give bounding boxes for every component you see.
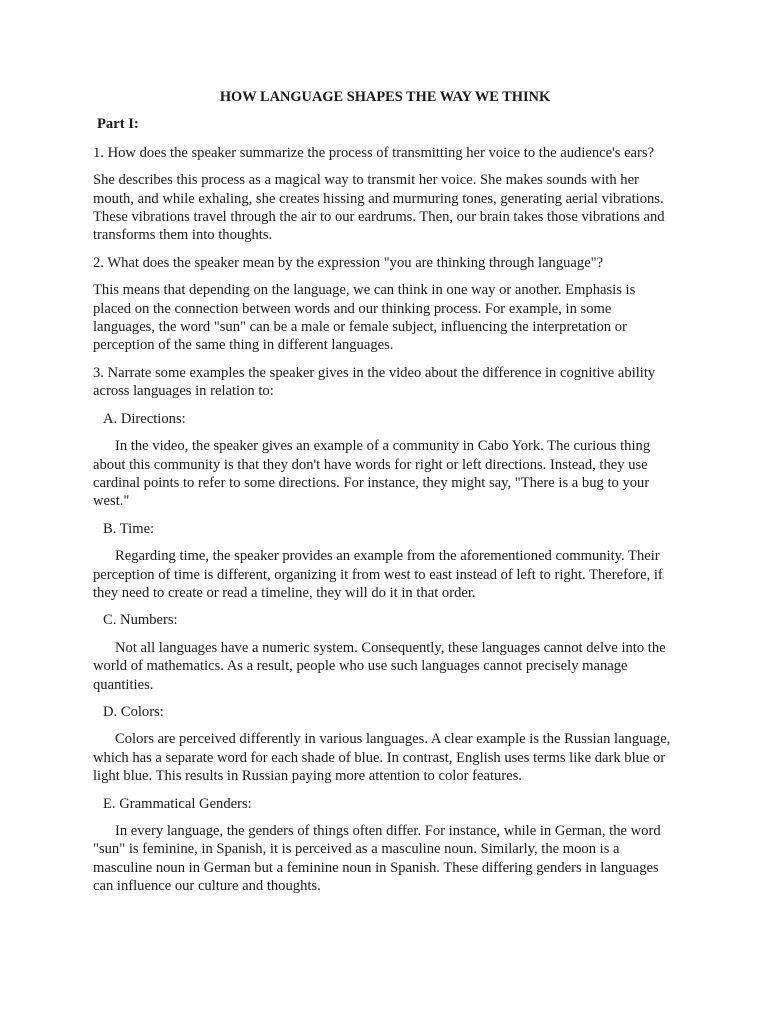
section-heading-directions: A. Directions: [103, 410, 186, 427]
document-page [93, 88, 673, 905]
section-heading-numbers: C. Numbers: [103, 612, 178, 629]
question-2: 2. What does the speaker mean by the expression "you are thinking through language"? [93, 254, 604, 271]
answer-2: This means that depending on the language, we can think in one way or another. Emphasis is placed on the connection between words and our thinking process. For example, in some languages, the word "sun" can be a male or female subject, influencing the interpretation or perception of the same thing in different languages. [93, 282, 636, 354]
section-text-time: Regarding time, the speaker provides an example from the aforementioned community. Their perception of time is different, organizing it from west to east instead of left to right. Therefore, if they need to create or read a timeline, they will do it in that order. [93, 548, 663, 601]
section-text-grammatical-genders: In every language, the genders of things often differ. For instance, while in German, the word "sun" is feminine, in Spanish, it is perceived as a masculine noun. Similarly, the moon is a masculine noun in German but a feminine noun in Spanish. These differing genders in languages can influence our culture and thoughts. [93, 823, 661, 895]
question-1: 1. How does the speaker summarize the process of transmitting her voice to the audience's ears? [93, 144, 655, 161]
section-heading-time: B. Time: [103, 520, 155, 537]
section-text-colors: Colors are perceived differently in various languages. A clear example is the Russian language, which has a separate word for each shade of blue. In contrast, English uses terms like dark blue or light blue. This results in Russian paying more attention to color features. [93, 731, 671, 785]
document-title: HOW LANGUAGE SHAPES THE WAY WE THINK [219, 89, 551, 105]
answer-1: She describes this process as a magical way to transmit her voice. She makes sounds with her mouth, and while exhaling, she creates hissing and murmuring tones, generating aerial vibrations. These vibrations travel through the air to our eardrums. Then, our brain takes those vibrations and transforms them into thoughts. [93, 172, 665, 244]
section-text-directions: In the video, the speaker gives an example of a community in Cabo York. The curious thing about this community is that they don't have words for right or left directions. Instead, they use cardinal points to refer to some directions. For instance, they might say, "There is a bug to your west." [93, 438, 651, 510]
question-3: 3. Narrate some examples the speaker gives in the video about the difference in cognitive ability across languages in relation to: [93, 364, 656, 400]
section-text-numbers: Not all languages have a numeric system. Consequently, these languages cannot delve into the world of mathematics. As a result, people who use such languages cannot precisely manage quantities. [93, 639, 666, 693]
section-heading-colors: D. Colors: [103, 703, 164, 720]
section-heading-grammatical-genders: E. Grammatical Genders: [103, 795, 252, 812]
part-heading: Part I: [97, 116, 139, 133]
